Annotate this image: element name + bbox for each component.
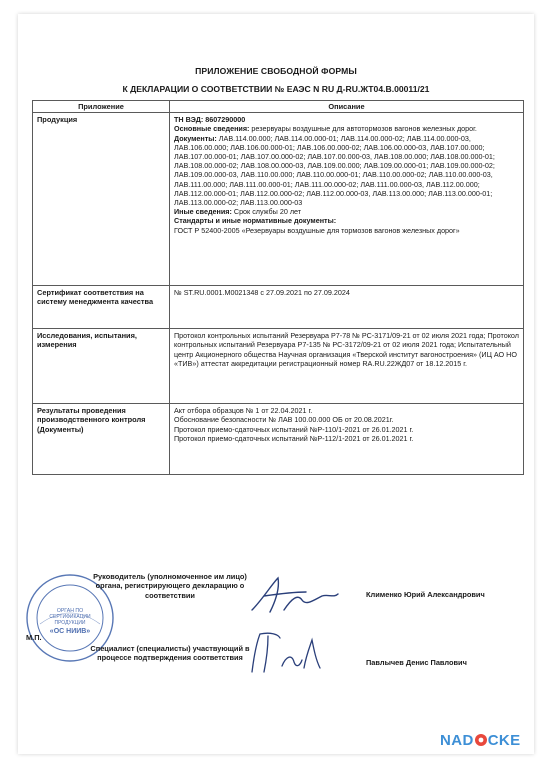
standards-label: Стандарты и иные нормативные документы:: [174, 216, 337, 226]
document-page: [18, 14, 534, 754]
row-label-production-control: Результаты проведения производственного контроля (Документы): [37, 406, 146, 434]
row-label-product: Продукция: [37, 115, 78, 125]
declaration-table: [32, 100, 524, 475]
list-item: Обоснование безопасности № ЛАВ 100.00.000 ОБ от 20.08.2021г.: [174, 415, 394, 425]
seal-place-label: М.П.: [26, 633, 42, 642]
specialist-signature: [240, 626, 330, 678]
head-signature: [244, 570, 344, 622]
sock-icon: [474, 733, 488, 747]
table-row-product: [33, 113, 524, 286]
other-info: Иные сведения: Срок службы 20 лет: [174, 207, 302, 217]
watermark-logo: NAD CKE: [440, 732, 521, 749]
certificate-number: № ST.RU.0001.M0021348 с 27.09.2021 по 27.09.2024: [170, 286, 524, 329]
production-control-documents: [170, 404, 524, 475]
svg-text:СЕРТИФИКАЦИИ: СЕРТИФИКАЦИИ: [49, 614, 91, 620]
list-item: Акт отбора образцов № 1 от 22.04.2021 г.: [174, 406, 313, 416]
list-item: Протокол приемо-сдаточных испытаний №Р-110/1-2021 от 26.01.2021 г.: [174, 424, 414, 434]
tests-description: Протокол контрольных испытаний Резервуара Р7-78 № РС-3171/09-21 от 02 июля 2021 года; Протокол контрольных испытаний Резервуара Р7-135 № РС-3172/09-21 от 02 июля 2021 года; Испытательный центр Акционерного общества Научная организация «Тверской институт вагоностроения» (ИЦ АО НО «ТИВ») аттестат аккредитации регистрационный номер RA.RU.22ЖД07 от 18.12.2015 г.: [170, 329, 524, 404]
svg-text:«ОС НИИВ»: «ОС НИИВ»: [49, 628, 91, 635]
tn-ved-code: ТН ВЭД: 8607290000: [174, 115, 246, 125]
svg-text:ОРГАН ПО: ОРГАН ПО: [56, 608, 84, 614]
list-item: Протокол приемо-сдаточных испытаний №Р-112/1-2021 от 26.01.2021 г.: [174, 433, 414, 443]
specialist-label: Специалист (специалисты) участвующий в процессе подтверждения соответствия: [90, 644, 250, 663]
head-signatory-name: Клименко Юрий Александрович: [366, 590, 485, 599]
table-row-certificate: [33, 286, 524, 329]
product-description: [170, 113, 524, 286]
main-info: Основные сведения: резервуары воздушные для автотормозов вагонов железных дорог. Документы: ЛАВ.114.00.000; ЛАВ.114.00.000-01; ЛАВ.114.00.000-02; ЛАВ.114.00.000-03, ЛАВ.106.00.000; ЛАВ.106.00.000-01; ЛАВ.106.00.000-02; ЛАВ.106.00.000-03, ЛАВ.107.00.000; ЛАВ.107.00.000-01; ЛАВ.107.00.000-02; ЛАВ.107.00.000-03, ЛАВ.108.00.000; ЛАВ.108.00.000-01; ЛАВ.108.00.000-02; ЛАВ.108.00.000-03, ЛАВ.109.00.000; ЛАВ.109.00.000-01; ЛАВ.109.00.000-02; ЛАВ.109.00.000-03, ЛАВ.110.00.000; ЛАВ.110.00.000-01; ЛАВ.110.00.000-02; ЛАВ.110.00.000-03, ЛАВ.111.00.000; ЛАВ.111.00.000-01; ЛАВ.111.00.000-02; ЛАВ.111.00.000-03, ЛАВ.112.00.000; ЛАВ.112.00.000-01; ЛАВ.112.00.000-02; ЛАВ.112.00.000-03, ЛАВ.113.00.000; ЛАВ.113.00.000-01; ЛАВ.113.00.000-02; ЛАВ.113.00.000-03: [174, 124, 495, 208]
document-title: ПРИЛОЖЕНИЕ СВОБОДНОЙ ФОРМЫ: [195, 66, 357, 76]
row-label-certificate: Сертификат соответствия на систему менеджмента качества: [37, 288, 154, 307]
column-header-description: Описание: [170, 101, 524, 113]
table-header-row: [33, 101, 524, 113]
document-subtitle: К ДЕКЛАРАЦИИ О СООТВЕТСТВИИ № ЕАЭС N RU Д-RU.ЖТ04.В.00011/21: [122, 84, 430, 94]
row-label-tests: Исследования, испытания, измерения: [37, 331, 137, 350]
head-signatory-label: Руководитель (уполномоченное им лицо) органа, регистрирующего декларацию о соответствии: [93, 572, 247, 600]
table-row-production-control: [33, 404, 524, 475]
table-row-tests: [33, 329, 524, 404]
svg-text:ПРОДУКЦИИ: ПРОДУКЦИИ: [54, 620, 86, 626]
column-header-appendix: Приложение: [33, 101, 170, 113]
specialist-name: Павлычев Денис Павлович: [366, 658, 467, 667]
standards-text: ГОСТ Р 52400-2005 «Резервуары воздушные для тормозов вагонов железных дорог»: [174, 225, 460, 235]
signature-area: [18, 570, 534, 690]
